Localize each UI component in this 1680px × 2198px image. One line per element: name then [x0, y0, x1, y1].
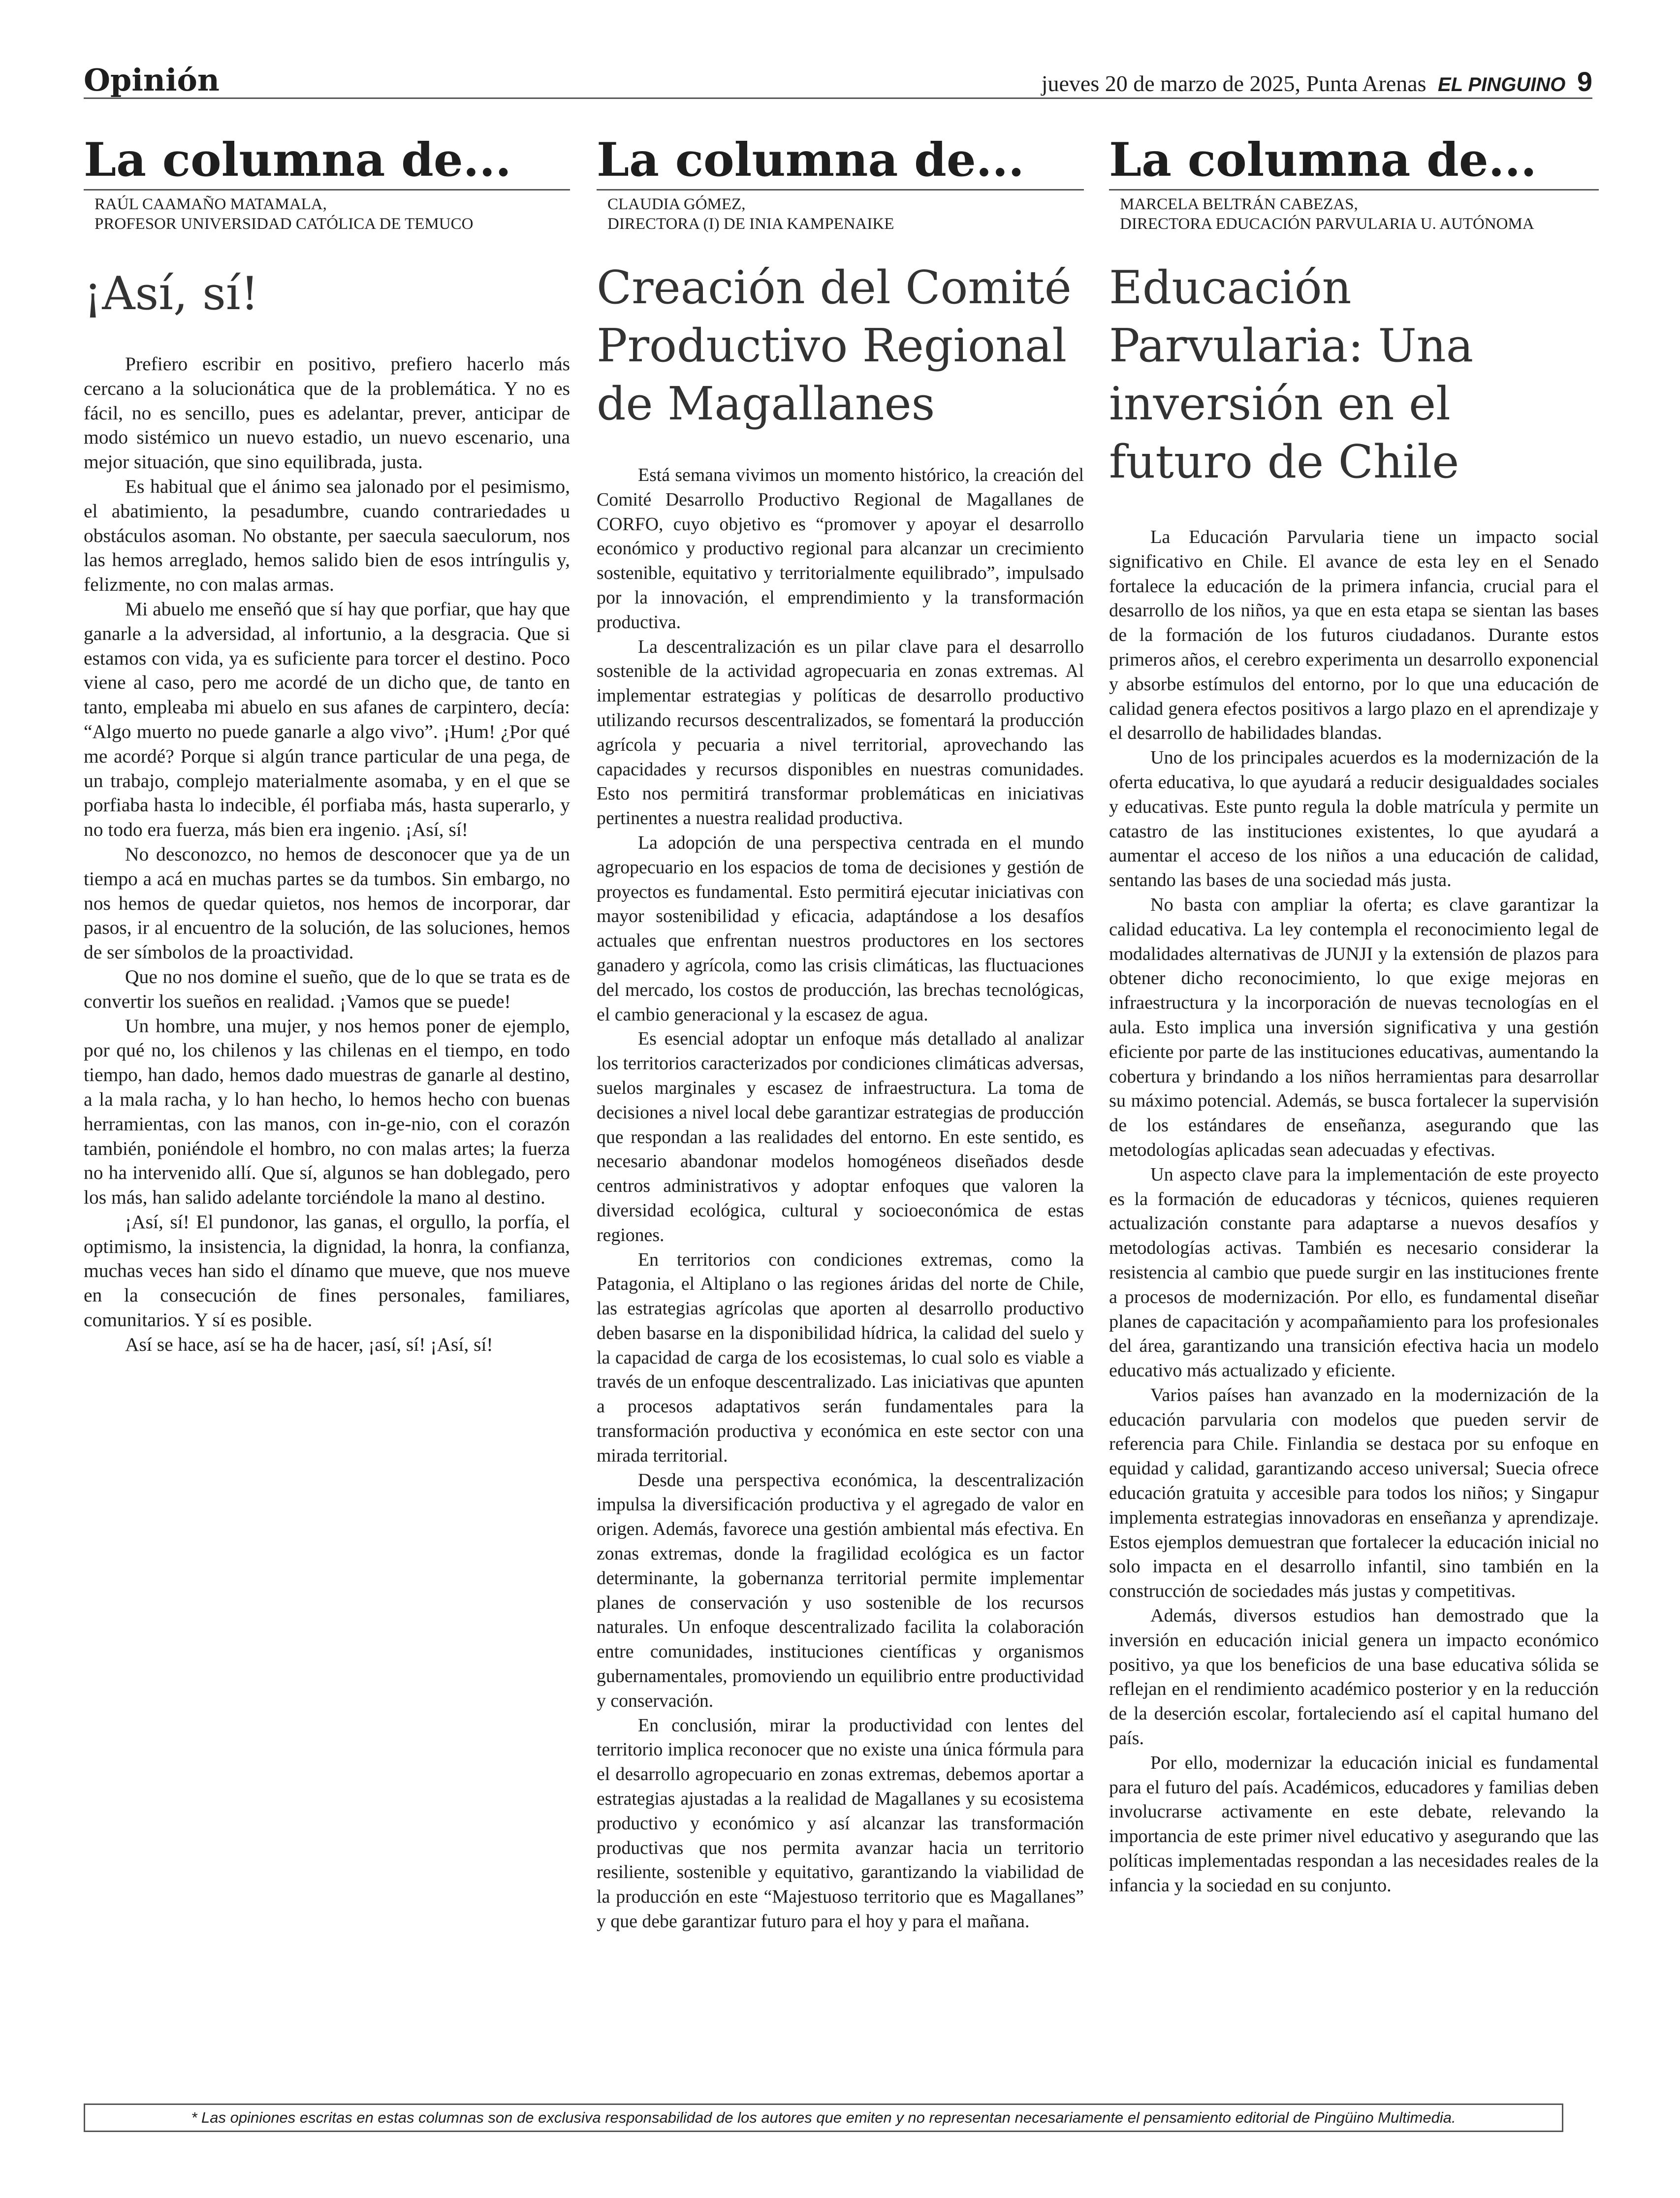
- article-headline: Creación del Comité Productivo Regional de Magallanes: [597, 261, 1072, 430]
- page-number: 9: [1577, 66, 1592, 97]
- article-body: [597, 463, 1084, 1934]
- article-body: [1109, 525, 1599, 1898]
- paragraph: La descentralización es un pilar clave para el desarrollo sostenible de la actividad agropecuaria en zonas extremas. Al implementar estrategias y políticas de desarrollo productivo utilizando recursos descentralizados, se fomentará la producción agrícola y pecuaria a nivel territorial, aprovechando las capacidades y recursos disponibles en nuestras comunidades. Esto nos permitirá transformar problemáticas en iniciativas pertinentes a nuestra realidad productiva.: [597, 636, 1084, 829]
- paragraph: Es habitual que el ánimo sea jalonado por el pesimismo, el abatimiento, la pesadumbre, cuando contrariedades u obstáculos asoman. No obstante, per saecula saeculorum, nos las hemos arreglado, hemos salido bien de esos intríngulis y, felizmente, no con malas armas.: [84, 475, 570, 596]
- paragraph: En conclusión, mirar la productividad con lentes del territorio implica reconocer que no existe una única fórmula para el desarrollo agropecuario en zonas extremas, debemos aportar a estrategias ajustadas a la realidad de Magallanes y su ecosistema productivo y económico y así alcanzar las transformación productivas que nos permita avanzar hacia un territorio resiliente, sostenible y equitativo, garantizando la viabilidad de la producción en este “Majestuoso territorio que es Magallanes” y que debe garantizar futuro para el hoy y para el mañana.: [597, 1715, 1084, 1932]
- paragraph: Mi abuelo me enseñó que sí hay que porfiar, que hay que ganarle a la adversidad, al infortunio, a la desgracia. Que si estamos con vida, ya es suficiente para torcer el destino. Poco viene al caso, pero me acordé de un dicho que, de tanto en tanto, empleaba mi abuelo en sus afanes de carpintero, decía: “Algo muerto no puede ganarle a algo vivo”. ¡Hum! ¿Por qué me acordé? Porque si algún trance particular de una pega, de un trabajo, complejo materialmente asomaba, y en el que se porfiaba hasta lo indecible, él porfiaba más, hasta superarlo, y no todo era fuerza, más bien era ingenio. ¡Así, sí!: [84, 598, 570, 841]
- dateline: [1042, 67, 1592, 99]
- paragraph: La Educación Parvularia tiene un impacto social significativo en Chile. El avance de esta ley en el Senado fortalece la educación de la primera infancia, crucial para el desarrollo de los niños, ya que en esta etapa se sientan las bases de la formación de los futuros ciudadanos. Durante estos primeros años, el cerebro experimenta un desarrollo exponencial y absorbe estímulos del entorno, por lo que una educación de calidad genera efectos positivos a largo plazo en el aprendizaje y el desarrollo de habilidades blandas.: [1109, 527, 1599, 744]
- byline: [597, 194, 1084, 234]
- author-name: RAÚL CAAMAÑO MATAMALA,: [95, 195, 327, 213]
- date-location: jueves 20 de marzo de 2025, Punta Arenas: [1041, 71, 1426, 96]
- page-header: [84, 63, 1592, 99]
- column-kicker: La columna de...: [1109, 133, 1599, 191]
- paragraph: La adopción de una perspectiva centrada en el mundo agropecuario en los espacios de toma de decisiones y gestión de proyectos es fundamental. Esto permitirá ejecutar iniciativas con mayor sostenibilidad y eficacia, adaptándose a los desafíos actuales que enfrentan nuestros productores en los sectores ganadero y agrícola, como las crisis climáticas, las fluctuaciones del mercado, los costos de producción, las brechas tecnológicas, el cambio generacional y la escasez de agua.: [597, 832, 1084, 1025]
- byline: [84, 194, 570, 234]
- paragraph: No basta con ampliar la oferta; es clave garantizar la calidad educativa. La ley contempla el reconocimiento legal de modalidades alternativas de JUNJI y la extensión de plazos para obtener dicho reconocimiento, lo que exige mejoras en infraestructura y la incorporación de nuevas tecnologías en el aula. Esto implica una inversión significativa y una gestión eficiente por parte de las instituciones educativas, aumentando la cobertura y brindando a los niños herramientas para desarrollar su máximo potencial. Además, se busca fortalecer la supervisión de los estándares de enseñanza, asegurando que las metodologías aplicadas sean adecuadas y efectivas.: [1109, 894, 1599, 1160]
- column-kicker: La columna de...: [597, 133, 1084, 191]
- paragraph: Es esencial adoptar un enfoque más detallado al analizar los territorios caracterizados por condiciones climáticas adversas, suelos marginales y escasez de infraestructura. La toma de decisiones a nivel local debe garantizar estrategias de producción que respondan a las realidades del entorno. En este sentido, es necesario abandonar modelos homogéneos diseñados desde centros administrativos y adoptar enfoques que valoren la diversidad ecológica, cultural y socioeconómica de estas regiones.: [597, 1028, 1084, 1245]
- section-title: Opinión: [84, 62, 220, 98]
- paragraph: Un aspecto clave para la implementación de este proyecto es la formación de educadoras y técnicos, quienes requieren actualización constante para adaptarse a nuevos desafíos y metodologías activas. También es necesario considerar la resistencia al cambio que puede surgir en las instituciones frente a procesos de modernización. Por ello, es fundamental diseñar planes de capacitación y acompañamiento para los profesionales del área, garantizando una transición efectiva hacia un modelo educativo más actualizado y eficiente.: [1109, 1164, 1599, 1381]
- column-gomez: [597, 133, 1084, 1934]
- byline: [1109, 194, 1599, 234]
- paragraph: Por ello, modernizar la educación inicial es fundamental para el futuro del país. Académicos, educadores y familias deben involucrarse activamente en este debate, relevando la importancia de este primer nivel educativo y asegurando que las políticas implementadas respondan a las necesidades reales de la infancia y la sociedad en su conjunto.: [1109, 1752, 1599, 1896]
- paragraph: En territorios con condiciones extremas, como la Patagonia, el Altiplano o las regiones áridas del norte de Chile, las estrategias agrícolas que aporten al desarrollo productivo deben basarse en la disponibilidad hídrica, la calidad del suelo y la capacidad de carga de los ecosistemas, lo cual solo es viable a través de un enfoque descentralizado. Las iniciativas que apunten a procesos adaptativos serán fundamentales para la transformación productiva y económica en este sector con una mirada territorial.: [597, 1249, 1084, 1466]
- paragraph: Además, diversos estudios han demostrado que la inversión en educación inicial genera un impacto económico positivo, ya que los beneficios de una base educativa sólida se reflejan en el rendimiento académico posterior y en la reducción de la deserción escolar, fortaleciendo así el capital humano del país.: [1109, 1605, 1599, 1749]
- column-caamano: [84, 133, 570, 1357]
- paragraph: Que no nos domine el sueño, que de lo que se trata es de convertir los sueños en realidad. ¡Vamos que se puede!: [84, 965, 570, 1012]
- disclaimer-box: * Las opiniones escritas en estas columnas son de exclusiva responsabilidad de los autores que emiten y no representan necesariamente el pensamiento editorial de Pingüino Multimedia.: [84, 2103, 1563, 2132]
- paragraph: Desde una perspectiva económica, la descentralización impulsa la diversificación productiva y el agregado de valor en origen. Además, favorece una gestión ambiental más efectiva. En zonas extremas, donde la fragilidad ecológica es un factor determinante, la gobernanza territorial permite implementar planes de conservación y uso sostenible de los recursos naturales. Un enfoque descentralizado facilita la colaboración entre comunidades, instituciones científicas y organismos gubernamentales, promoviendo un equilibrio entre productividad y conservación.: [597, 1469, 1084, 1711]
- author-title: PROFESOR UNIVERSIDAD CATÓLICA DE TEMUCO: [95, 215, 474, 233]
- paper-logo: EL PINGUINO: [1438, 74, 1566, 96]
- paragraph: Prefiero escribir en positivo, prefiero hacerlo más cercano a la solucionática que de la problemática. Y no es fácil, no es sencillo, pues es adelantar, prever, anticipar de modo sistémico un nuevo estadio, un nuevo escenario, una mejor situación, que sino equilibrada, justa.: [84, 353, 570, 473]
- paragraph: Está semana vivimos un momento histórico, la creación del Comité Desarrollo Productivo Regional de Magallanes de CORFO, cuyo objetivo es “promover y apoyar el desarrollo económico y productivo regional para alcanzar un crecimiento sostenible, equitativo y territorialmente equilibrado”, impulsado por la innovación, el emprendimiento y la transformación productiva.: [597, 465, 1084, 633]
- article-body: [84, 352, 570, 1357]
- column-beltran: [1109, 133, 1599, 1898]
- author-name: MARCELA BELTRÁN CABEZAS,: [1120, 195, 1358, 213]
- paragraph: No desconozco, no hemos de desconocer que ya de un tiempo a acá en muchas partes se da tumbos. Sin embargo, no nos hemos de quedar quietos, nos hemos de incorporar, dar pasos, ir al encuentro de la solución, de las soluciones, hemos de ser símbolos de la proactividad.: [84, 843, 570, 963]
- paragraph: ¡Así, sí! El pundonor, las ganas, el orgullo, la porfía, el optimismo, la insistencia, la dignidad, la honra, la confianza, muchas veces han sido el dínamo que mueve, que nos mueve en la consecución de fines personales, familiares, comunitarios. Y sí es posible.: [84, 1210, 570, 1331]
- paragraph: Uno de los principales acuerdos es la modernización de la oferta educativa, lo que ayudará a reducir desigualdades sociales y educativas. Este punto regula la doble matrícula y permite un catastro de las instituciones existentes, lo que ayudará a aumentar el acceso de los niños a una educación de calidad, sentando las bases de una sociedad más justa.: [1109, 747, 1599, 891]
- author-title: DIRECTORA (I) DE INIA KAMPENAIKE: [607, 215, 894, 233]
- article-headline: Educación Parvularia: Una inversión en el futuro de Chile: [1109, 261, 1474, 488]
- paragraph: Así se hace, así se ha de hacer, ¡así, sí! ¡Así, sí!: [125, 1333, 493, 1355]
- article-headline: ¡Así, sí!: [84, 267, 259, 320]
- paragraph: Varios países han avanzado en la modernización de la educación parvularia con modelos que pueden servir de referencia para Chile. Finlandia se destaca por su enfoque en equidad y calidad, garantizando acceso universal; Suecia ofrece educación gratuita y accesible para todos los niños; y Singapur implementa estrategias innovadoras en enseñanza y aprendizaje. Estos ejemplos demuestran que fortalecer la educación inicial no solo impacta en el desarrollo infantil, sino también en la construcción de sociedades más justas y competitivas.: [1109, 1384, 1599, 1602]
- column-kicker: La columna de...: [84, 133, 570, 191]
- author-name: CLAUDIA GÓMEZ,: [607, 195, 746, 213]
- paragraph: Un hombre, una mujer, y nos hemos poner de ejemplo, por qué no, los chilenos y las chilenas en el tiempo, en todo tiempo, han dado, hemos dado muestras de ganarle al destino, a la mala racha, y lo han hecho, lo hemos hecho con buenas herramientas, con las manos, con in-ge-nio, con el corazón también, poniéndole el hombro, no con malas artes; la fuerza no ha intervenido allí. Que sí, algunos se han doblegado, pero los más, han salido adelante torciéndole la mano al destino.: [84, 1015, 570, 1209]
- author-title: DIRECTORA EDUCACIÓN PARVULARIA U. AUTÓNOMA: [1120, 215, 1534, 233]
